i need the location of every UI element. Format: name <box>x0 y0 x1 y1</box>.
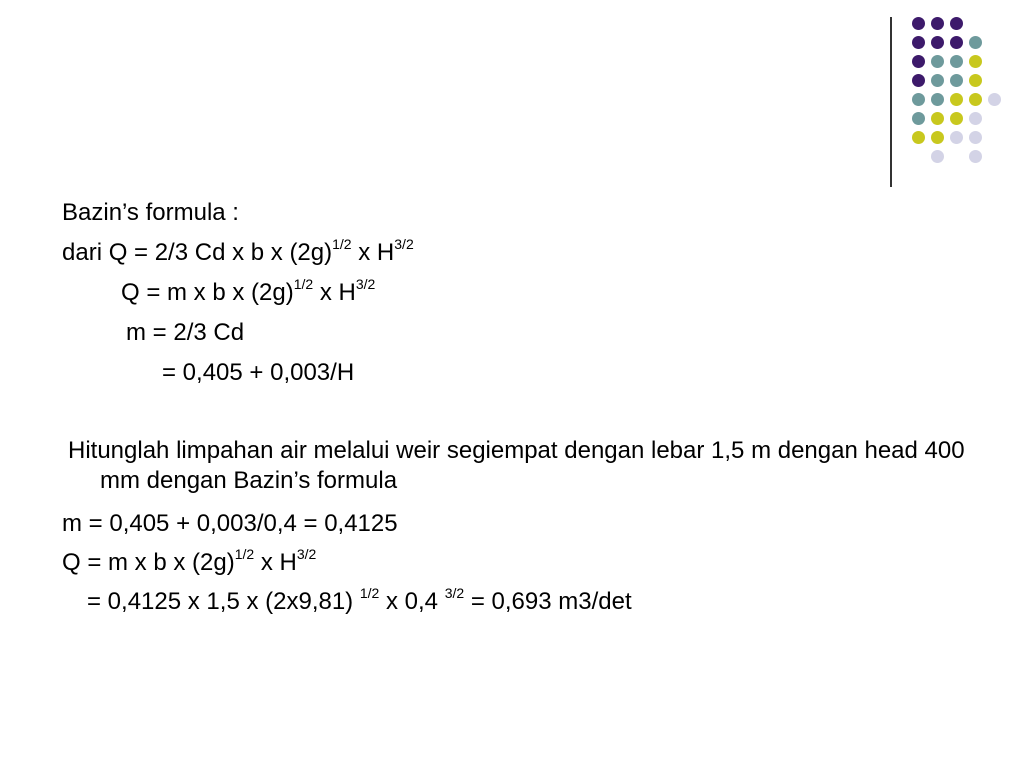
decorative-dot <box>931 112 944 125</box>
decorative-dot <box>950 74 963 87</box>
decorative-dot <box>912 55 925 68</box>
exponent: 1/2 <box>234 546 255 562</box>
decorative-dot <box>969 131 982 144</box>
exponent: 1/2 <box>359 585 380 601</box>
decorative-dot <box>931 150 944 163</box>
problem-statement: Hitunglah limpahan air melalui weir segiempat dengan lebar 1,5 m dengan head 400 mm dengan Bazin’s formula <box>68 437 965 494</box>
decorative-dot <box>988 93 1001 106</box>
solution-line-m: m = 0,405 + 0,003/0,4 = 0,4125 <box>62 510 398 537</box>
decorative-dot <box>931 93 944 106</box>
decorative-dot <box>931 36 944 49</box>
decorative-dot <box>931 131 944 144</box>
decorative-dot <box>931 74 944 87</box>
decorative-dot <box>931 17 944 30</box>
decorative-dot <box>969 112 982 125</box>
decorative-dot <box>950 131 963 144</box>
formula-text: Q = m x b x (2g) <box>62 549 235 576</box>
formula-text: x H <box>254 549 297 576</box>
formula-line-dari <box>62 236 414 267</box>
decorative-dot <box>950 17 963 30</box>
decorative-dot <box>950 93 963 106</box>
exponent: 3/2 <box>355 276 376 292</box>
decorative-dot <box>931 55 944 68</box>
decorative-dot <box>912 131 925 144</box>
solution-line-q <box>62 546 317 577</box>
formula-text: x H <box>351 239 395 266</box>
formula-line-m-value: = 0,405 + 0,003/H <box>162 359 355 386</box>
decorative-dot-grid <box>0 0 1024 200</box>
solution-line-result <box>87 585 632 616</box>
decorative-dot <box>912 93 925 106</box>
formula-text: Q = m x b x (2g) <box>121 279 294 306</box>
decorative-dot <box>969 93 982 106</box>
decorative-dot <box>950 36 963 49</box>
exponent: 3/2 <box>394 236 414 252</box>
exponent: 3/2 <box>296 546 317 562</box>
decorative-dot <box>969 36 982 49</box>
formula-text: x H <box>313 279 356 306</box>
formula-text: = 0,693 m3/det <box>464 588 632 615</box>
decorative-dot <box>969 74 982 87</box>
decorative-dot <box>912 17 925 30</box>
formula-text: x 0,4 <box>379 588 445 615</box>
heading-bazin-formula: Bazin’s formula : <box>62 199 239 226</box>
decorative-dot <box>912 112 925 125</box>
decorative-dot <box>950 55 963 68</box>
decorative-dot <box>912 36 925 49</box>
decorative-dot <box>969 55 982 68</box>
decorative-dot <box>912 74 925 87</box>
exponent: 3/2 <box>444 585 465 601</box>
exponent: 1/2 <box>332 236 352 252</box>
decorative-dot <box>950 112 963 125</box>
exponent: 1/2 <box>293 276 314 292</box>
formula-line-m: m = 2/3 Cd <box>126 319 245 346</box>
formula-text: dari Q = 2/3 Cd x b x (2g) <box>62 239 333 266</box>
decorative-dot <box>969 150 982 163</box>
formula-line-q <box>121 276 376 307</box>
formula-text: = 0,4125 x 1,5 x (2x9,81) <box>87 588 360 615</box>
